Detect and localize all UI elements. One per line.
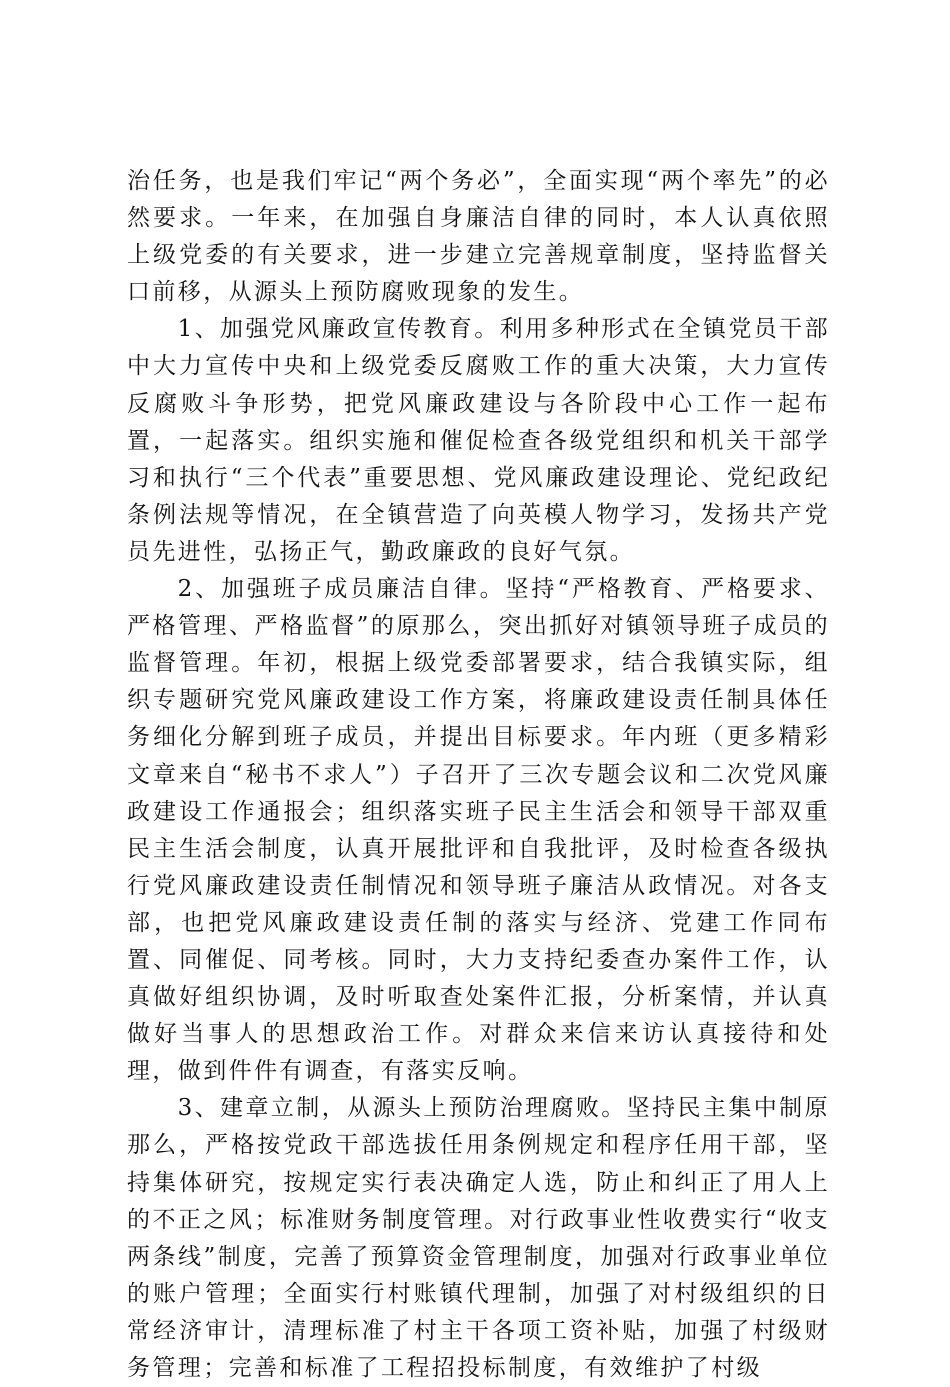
paragraph-item-1: 1、加强党风廉政宣传教育。利用多种形式在全镇党员干部中大力宣传中央和上级党委反腐败工作的重大决策，大力宣传反腐败斗争形势，把党风廉政建设与各阶段中心工作一起布置，一起落实。组织实施和催促检查各级党组织和机关干部学习和执行“三个代表”重要思想、党风廉政建设理论、党纪政纪条例法规等情况，在全镇营造了向英模人物学习，发扬共产党员先进性，弘扬正气，勤政廉政的良好气氛。: [127, 316, 830, 565]
paragraph-item-2: 2、加强班子成员廉洁自律。坚持“严格教育、严格要求、严格管理、严格监督”的原那么，突出抓好对镇领导班子成员的监督管理。年初，根据上级党委部署要求，结合我镇实际，组织专题研究党风廉政建设工作方案，将廉政建设责任制具体任务细化分解到班子成员，并提出目标要求。年内班（更多精彩文章来自“秘书不求人”）子召开了三次专题会议和二次党风廉政建设工作通报会；组织落实班子民主生活会和领导干部双重民主生活会制度，认真开展批评和自我批评，及时检查各级执行党风廉政建设责任制情况和领导班子廉洁从政情况。对各支部，也把党风廉政建设责任制的落实与经济、党建工作同布置、同催促、同考核。同时，大力支持纪委查办案件工作，认真做好组织协调，及时听取查处案件汇报，分析案情，并认真做好当事人的思想政治工作。对群众来信来访认真接待和处理，做到件件有调查，有落实反响。: [127, 576, 830, 1085]
paragraph-intro: 治任务，也是我们牢记“两个务必”，全面实现“两个率先”的必然要求。一年来，在加强自身廉洁自律的同时，本人认真依照上级党委的有关要求，进一步建立完善规章制度，坚持监督关口前移，从源头上预防腐败现象的发生。: [127, 168, 830, 306]
paragraph-item-3: 3、建章立制，从源头上预防治理腐败。坚持民主集中制原那么，严格按党政干部选拔任用条例规定和程序任用干部，坚持集体研究，按规定实行表决确定人选，防止和纠正了用人上的不正之风；标准财务制度管理。对行政事业性收费实行“收支两条线”制度，完善了预算资金管理制度，加强对行政事业单位的账户管理；全面实行村账镇代理制，加强了对村级组织的日常经济审计，清理标准了村主干各项工资补贴，加强了村级财务管理；完善和标准了工程招投标制度，有效维护了村级: [127, 1095, 830, 1381]
document-body: [127, 163, 830, 1387]
